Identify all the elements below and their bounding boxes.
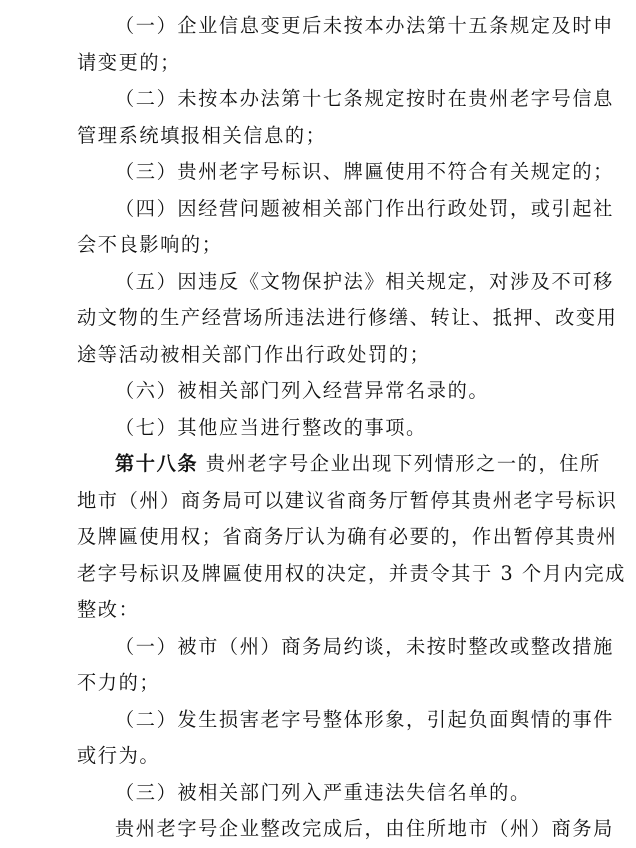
text-line: 或行为。 — [77, 744, 161, 767]
text-line: （五）因违反《文物保护法》相关规定，对涉及不可移 — [115, 269, 614, 293]
text-line: 动文物的生产经营场所违法进行修缮、转让、抵押、改变用 — [77, 306, 618, 329]
text-line: （四）因经营问题被相关部门作出行政处罚，或引起社 — [115, 196, 614, 220]
text-line: （一）企业信息变更后未按本办法第十五条规定及时申 — [115, 14, 614, 37]
text-line: 贵州老字号企业出现下列情形之一的，住所 — [198, 452, 601, 475]
text-line: （三）贵州老字号标识、牌匾使用不符合有关规定的； — [115, 160, 614, 183]
text-line: 地市（州）商务局可以建议省商务厅暂停其贵州老字号标识 — [77, 488, 618, 512]
text-line: 不力的； — [77, 671, 161, 694]
text-line: （三）被相关部门列入严重违法失信名单的。 — [115, 780, 531, 804]
text-line: （六）被相关部门列入经营异常名录的。 — [115, 379, 490, 402]
text-line: （二）未按本办法第十七条规定按时在贵州老字号信息 — [115, 87, 614, 110]
text-line: 途等活动被相关部门作出行政处罚的； — [77, 342, 431, 366]
text-line: 老字号标识及牌匾使用权的决定，并责令其于 3 个月内完成 — [77, 561, 626, 585]
text-line: 贵州老字号企业整改完成后，由住所地市（州）商务局 — [115, 817, 614, 840]
text-line: 会不良影响的； — [77, 233, 223, 256]
text-line: （一）被市（州）商务局约谈，未按时整改或整改措施 — [115, 634, 614, 658]
text-line: 管理系统填报相关信息的； — [77, 123, 327, 147]
text-line: 请变更的； — [77, 50, 181, 74]
text-line: 及牌匾使用权；省商务厅认为确有必要的，作出暂停其贵州 — [77, 525, 618, 548]
text-line: （七）其他应当进行整改的事项。 — [115, 415, 427, 439]
article-heading-line — [77, 446, 601, 483]
text-line: （二）发生损害老字号整体形象，引起负面舆情的事件 — [115, 707, 614, 731]
article-number: 第十八条 — [115, 452, 199, 475]
text-line: 整改： — [77, 598, 140, 621]
